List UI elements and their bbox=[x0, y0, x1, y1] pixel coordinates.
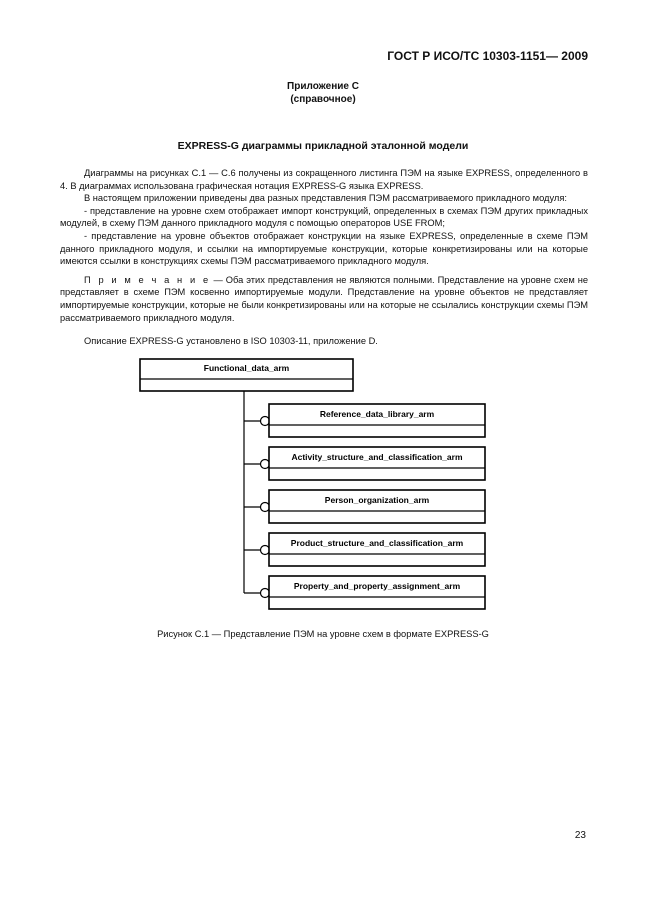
paragraph-3: - представление на уровне схем отображает импорт конструкций, определенных в схемах ПЭМ других прикладных модулей, в схему ПЭМ данного прикладного модуля с помощью операторов USE FROM; bbox=[60, 205, 588, 229]
main-schema-box bbox=[140, 359, 353, 391]
use-from-circle-icon bbox=[261, 546, 270, 555]
used-schema-2 bbox=[244, 447, 485, 480]
document-header: ГОСТ Р ИСО/ТС 10303-1151— 2009 bbox=[387, 49, 588, 63]
use-from-circle-icon bbox=[261, 417, 270, 426]
used-schema-1 bbox=[244, 404, 485, 437]
schema-label: Activity_structure_and_classification_arm bbox=[291, 452, 463, 462]
use-from-circle-icon bbox=[261, 589, 270, 598]
note-text: — Оба этих представления не являются полными. Представление на уровне схем не представляет в схеме ПЭМ косвенно импортируемые модули. Представление на уровне объектов не представляет импортируемые конструкции, которые не были конкретизированы или на которые не ссылались конструкции схемы ПЭМ рассматриваемого прикладного модуля. bbox=[60, 274, 588, 323]
page-number: 23 bbox=[574, 830, 586, 841]
appendix-title: Приложение С bbox=[287, 81, 359, 92]
paragraph-4: - представление на уровне объектов отображает конструкции на языке EXPRESS, определенные в схеме ПЭМ данного прикладного модуля, и ссылки на импортируемые конструкции, которые конкретизированы или на которые имеются ссылки в конструкциях схемы ПЭМ рассматриваемого прикладного модуля. bbox=[60, 230, 588, 267]
schema-label: Person_organization_arm bbox=[324, 495, 430, 505]
schema-label: Product_structure_and_classification_arm bbox=[290, 538, 464, 548]
paragraph-2: В настоящем приложении приведены два разных представления ПЭМ рассматриваемого прикладного модуля: bbox=[84, 193, 567, 204]
schema-label: Property_and_property_assignment_arm bbox=[293, 581, 461, 591]
paragraph-1: Диаграммы на рисунках С.1 — С.6 получены из сокращенного листинга ПЭМ на языке EXPRESS, определенного в 4. В диаграммах использована графическая нотация EXPRESS-G языка EXPRESS. bbox=[60, 168, 588, 191]
used-schema-4 bbox=[244, 533, 485, 566]
figure-caption: Рисунок С.1 — Представление ПЭМ на уровне схем в формате EXPRESS-G bbox=[157, 629, 489, 639]
used-schema-5 bbox=[244, 576, 485, 609]
use-from-circle-icon bbox=[261, 460, 270, 469]
main-schema-label: Functional_data_arm bbox=[203, 363, 290, 373]
section-title: EXPRESS-G диаграммы прикладной эталонной модели bbox=[177, 140, 469, 152]
note-label: П р и м е ч а н и е bbox=[84, 274, 211, 285]
use-from-circle-icon bbox=[261, 503, 270, 512]
express-g-description: Описание EXPRESS-G установлено в ISO 10303-11, приложение D. bbox=[84, 336, 378, 346]
appendix-subtitle: (справочное) bbox=[290, 94, 356, 105]
used-schema-3 bbox=[244, 490, 485, 523]
schema-label: Reference_data_library_arm bbox=[319, 409, 435, 419]
